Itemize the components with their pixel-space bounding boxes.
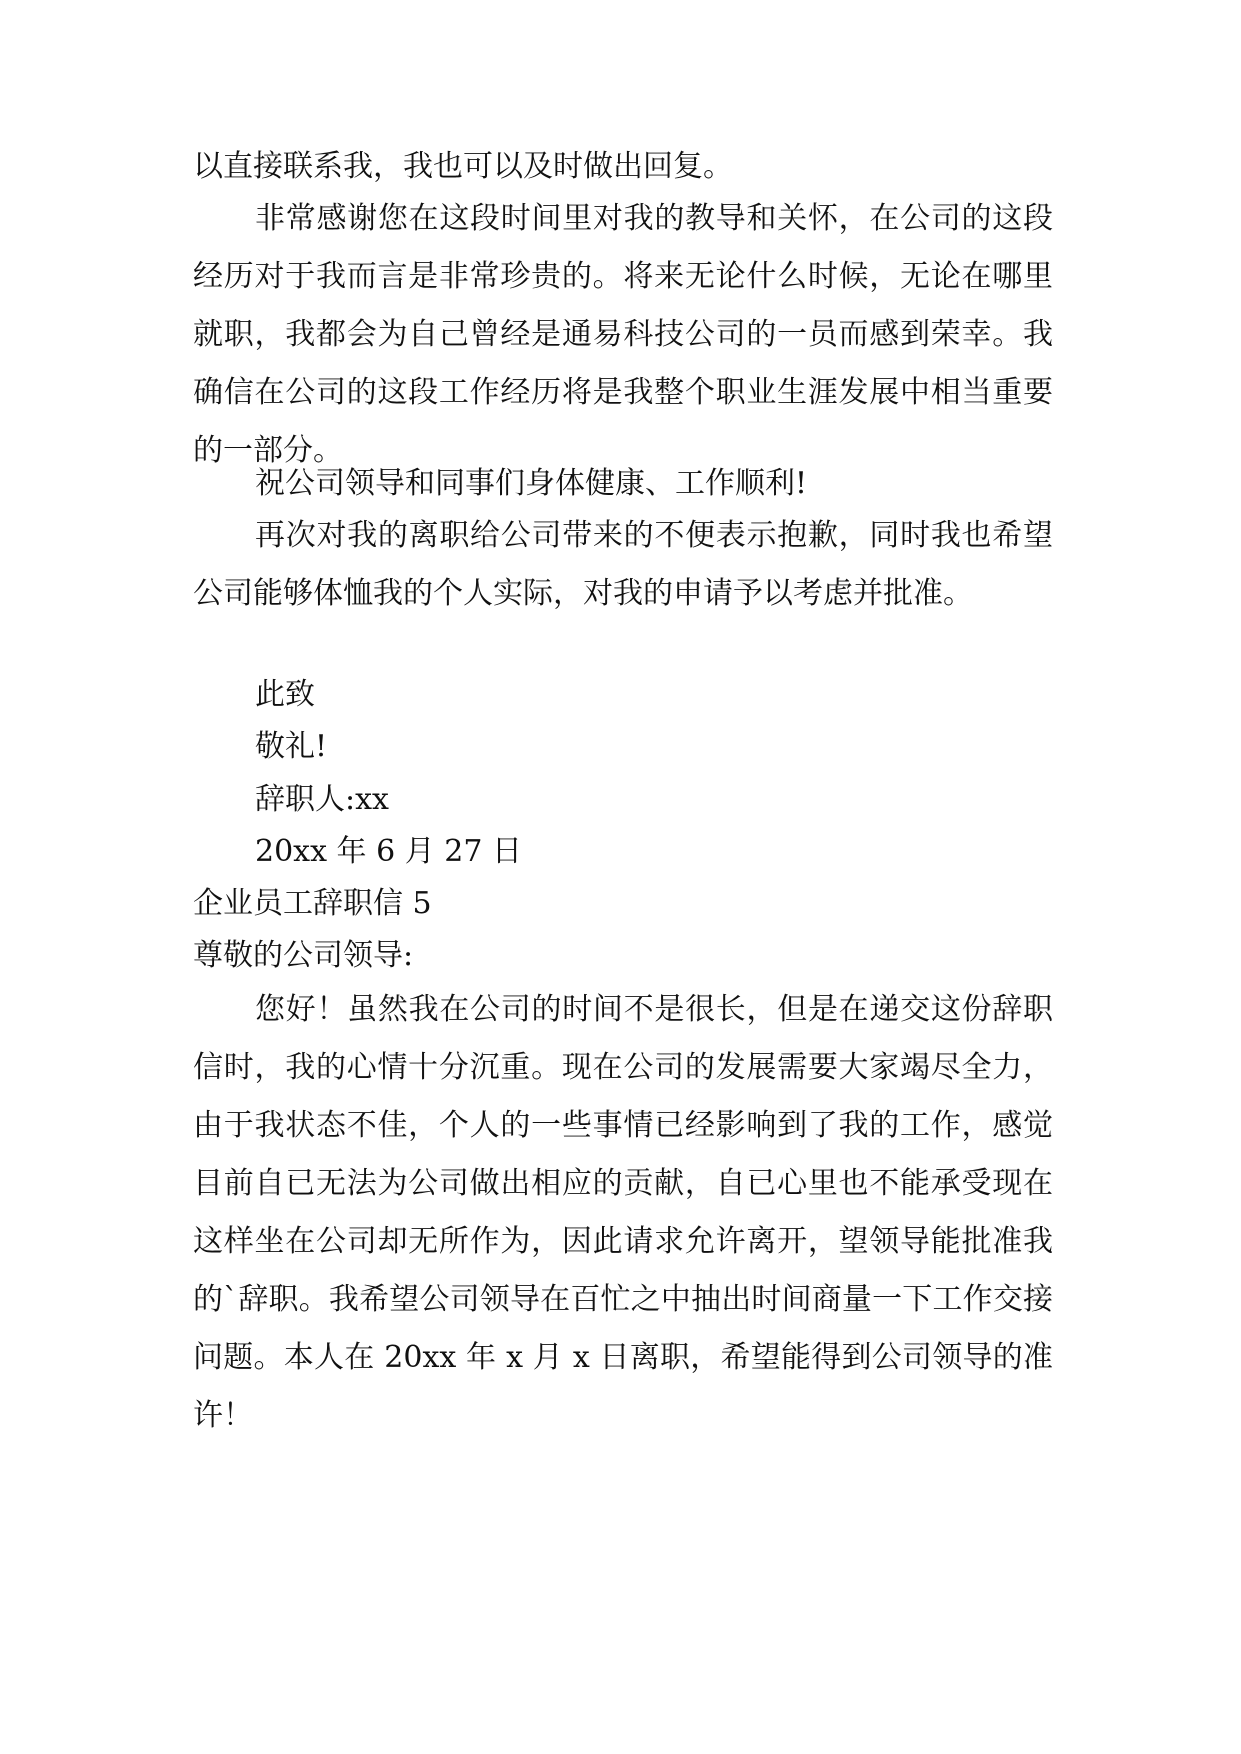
paragraph-wishes: 祝公司领导和同事们身体健康、工作顺利! xyxy=(255,466,808,501)
closing-salute: 敬礼! xyxy=(255,729,328,764)
closing-signer: 辞职人:xx xyxy=(255,782,389,817)
paragraph-gratitude: 非常感谢您在这段时间里对我的教导和关怀，在公司的这段经历对于我而言是非常珍贵的。将来无论什么时候，无论在哪里就职，我都会为自己曾经是通易科技公司的一员而感到荣幸。我确信在公司的这段工作经历将是我整个职业生涯发展中相当重要的一部分。 xyxy=(193,201,1053,468)
paragraph-continuation: 以直接联系我，我也可以及时做出回复。 xyxy=(193,149,733,184)
paragraph-apology: 再次对我的离职给公司带来的不便表示抱歉，同时我也希望公司能够体恤我的个人实际，对我的申请予以考虑并批准。 xyxy=(193,518,1053,611)
closing-date: 20xx 年 6 月 27 日 xyxy=(255,834,522,869)
letter-salutation: 尊敬的公司领导: xyxy=(193,938,414,973)
closing-regards: 此致 xyxy=(255,677,315,712)
letter-heading: 企业员工辞职信 5 xyxy=(193,886,432,921)
paragraph-body: 您好！虽然我在公司的时间不是很长，但是在递交这份辞职信时，我的心情十分沉重。现在公司的发展需要大家竭尽全力，由于我状态不佳，个人的一些事情已经影响到了我的工作，感觉目前自已无法为公司做出相应的贡献，自已心里也不能承受现在这样坐在公司却无所作为，因此请求允许离开，望领导能批准我的`辞职。我希望公司领导在百忙之中抽出时间商量一下工作交接问题。本人在 20xx 年 x 月 x 日离职，希望能得到公司领导的准许！ xyxy=(193,992,1053,1433)
